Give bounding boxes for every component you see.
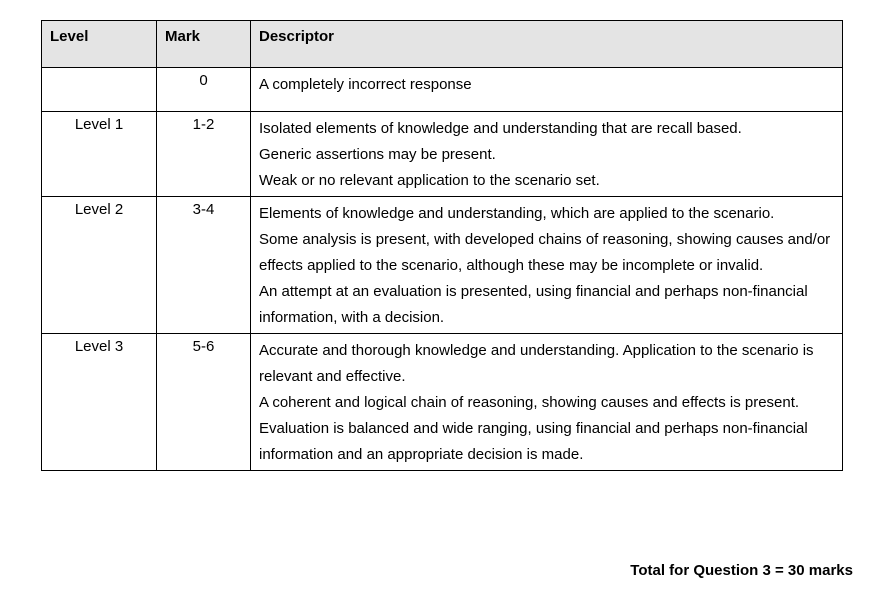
descriptor-cell <box>251 68 843 112</box>
descriptor-cell <box>251 334 843 471</box>
table-row <box>42 68 843 112</box>
table-row <box>42 112 843 197</box>
level-cell: Level 2 <box>42 197 157 334</box>
header-level: Level <box>42 21 157 68</box>
header-mark: Mark <box>157 21 251 68</box>
mark-cell: 0 <box>157 68 251 112</box>
table-row <box>42 334 843 471</box>
descriptor-line: Generic assertions may be present. <box>259 145 496 163</box>
descriptor-line: A coherent and logical chain of reasoning, showing causes and effects is present. <box>259 393 800 411</box>
mark-cell: 3-4 <box>157 197 251 334</box>
question-total: Total for Question 3 = 30 marks <box>630 562 853 579</box>
header-row <box>42 21 843 68</box>
descriptor-line: A completely incorrect response <box>259 76 472 93</box>
mark-cell: 1-2 <box>157 112 251 197</box>
descriptor-line: Elements of knowledge and understanding, which are applied to the scenario. <box>259 205 775 223</box>
header-descriptor: Descriptor <box>251 21 843 68</box>
descriptor-line: Weak or no relevant application to the scenario set. <box>259 171 600 189</box>
descriptor-cell <box>251 112 843 197</box>
descriptor-cell <box>251 197 843 334</box>
level-cell <box>42 68 157 112</box>
descriptor-line: Some analysis is present, with developed chains of reasoning, showing causes and/or effects applied to the scenario, although these may be incomplete or invalid. <box>259 231 831 274</box>
mark-cell: 5-6 <box>157 334 251 471</box>
mark-scheme-table <box>41 20 843 471</box>
descriptor-line: Evaluation is balanced and wide ranging, using financial and perhaps non-financial information and an appropriate decision is made. <box>259 419 808 463</box>
descriptor-line: Isolated elements of knowledge and understanding that are recall based. <box>259 120 742 137</box>
table-row <box>42 197 843 334</box>
level-cell: Level 3 <box>42 334 157 471</box>
descriptor-line: An attempt at an evaluation is presented, using financial and perhaps non-financial information, with a decision. <box>259 282 808 326</box>
level-cell: Level 1 <box>42 112 157 197</box>
descriptor-line: Accurate and thorough knowledge and understanding. Application to the scenario is relevant and effective. <box>259 342 814 386</box>
